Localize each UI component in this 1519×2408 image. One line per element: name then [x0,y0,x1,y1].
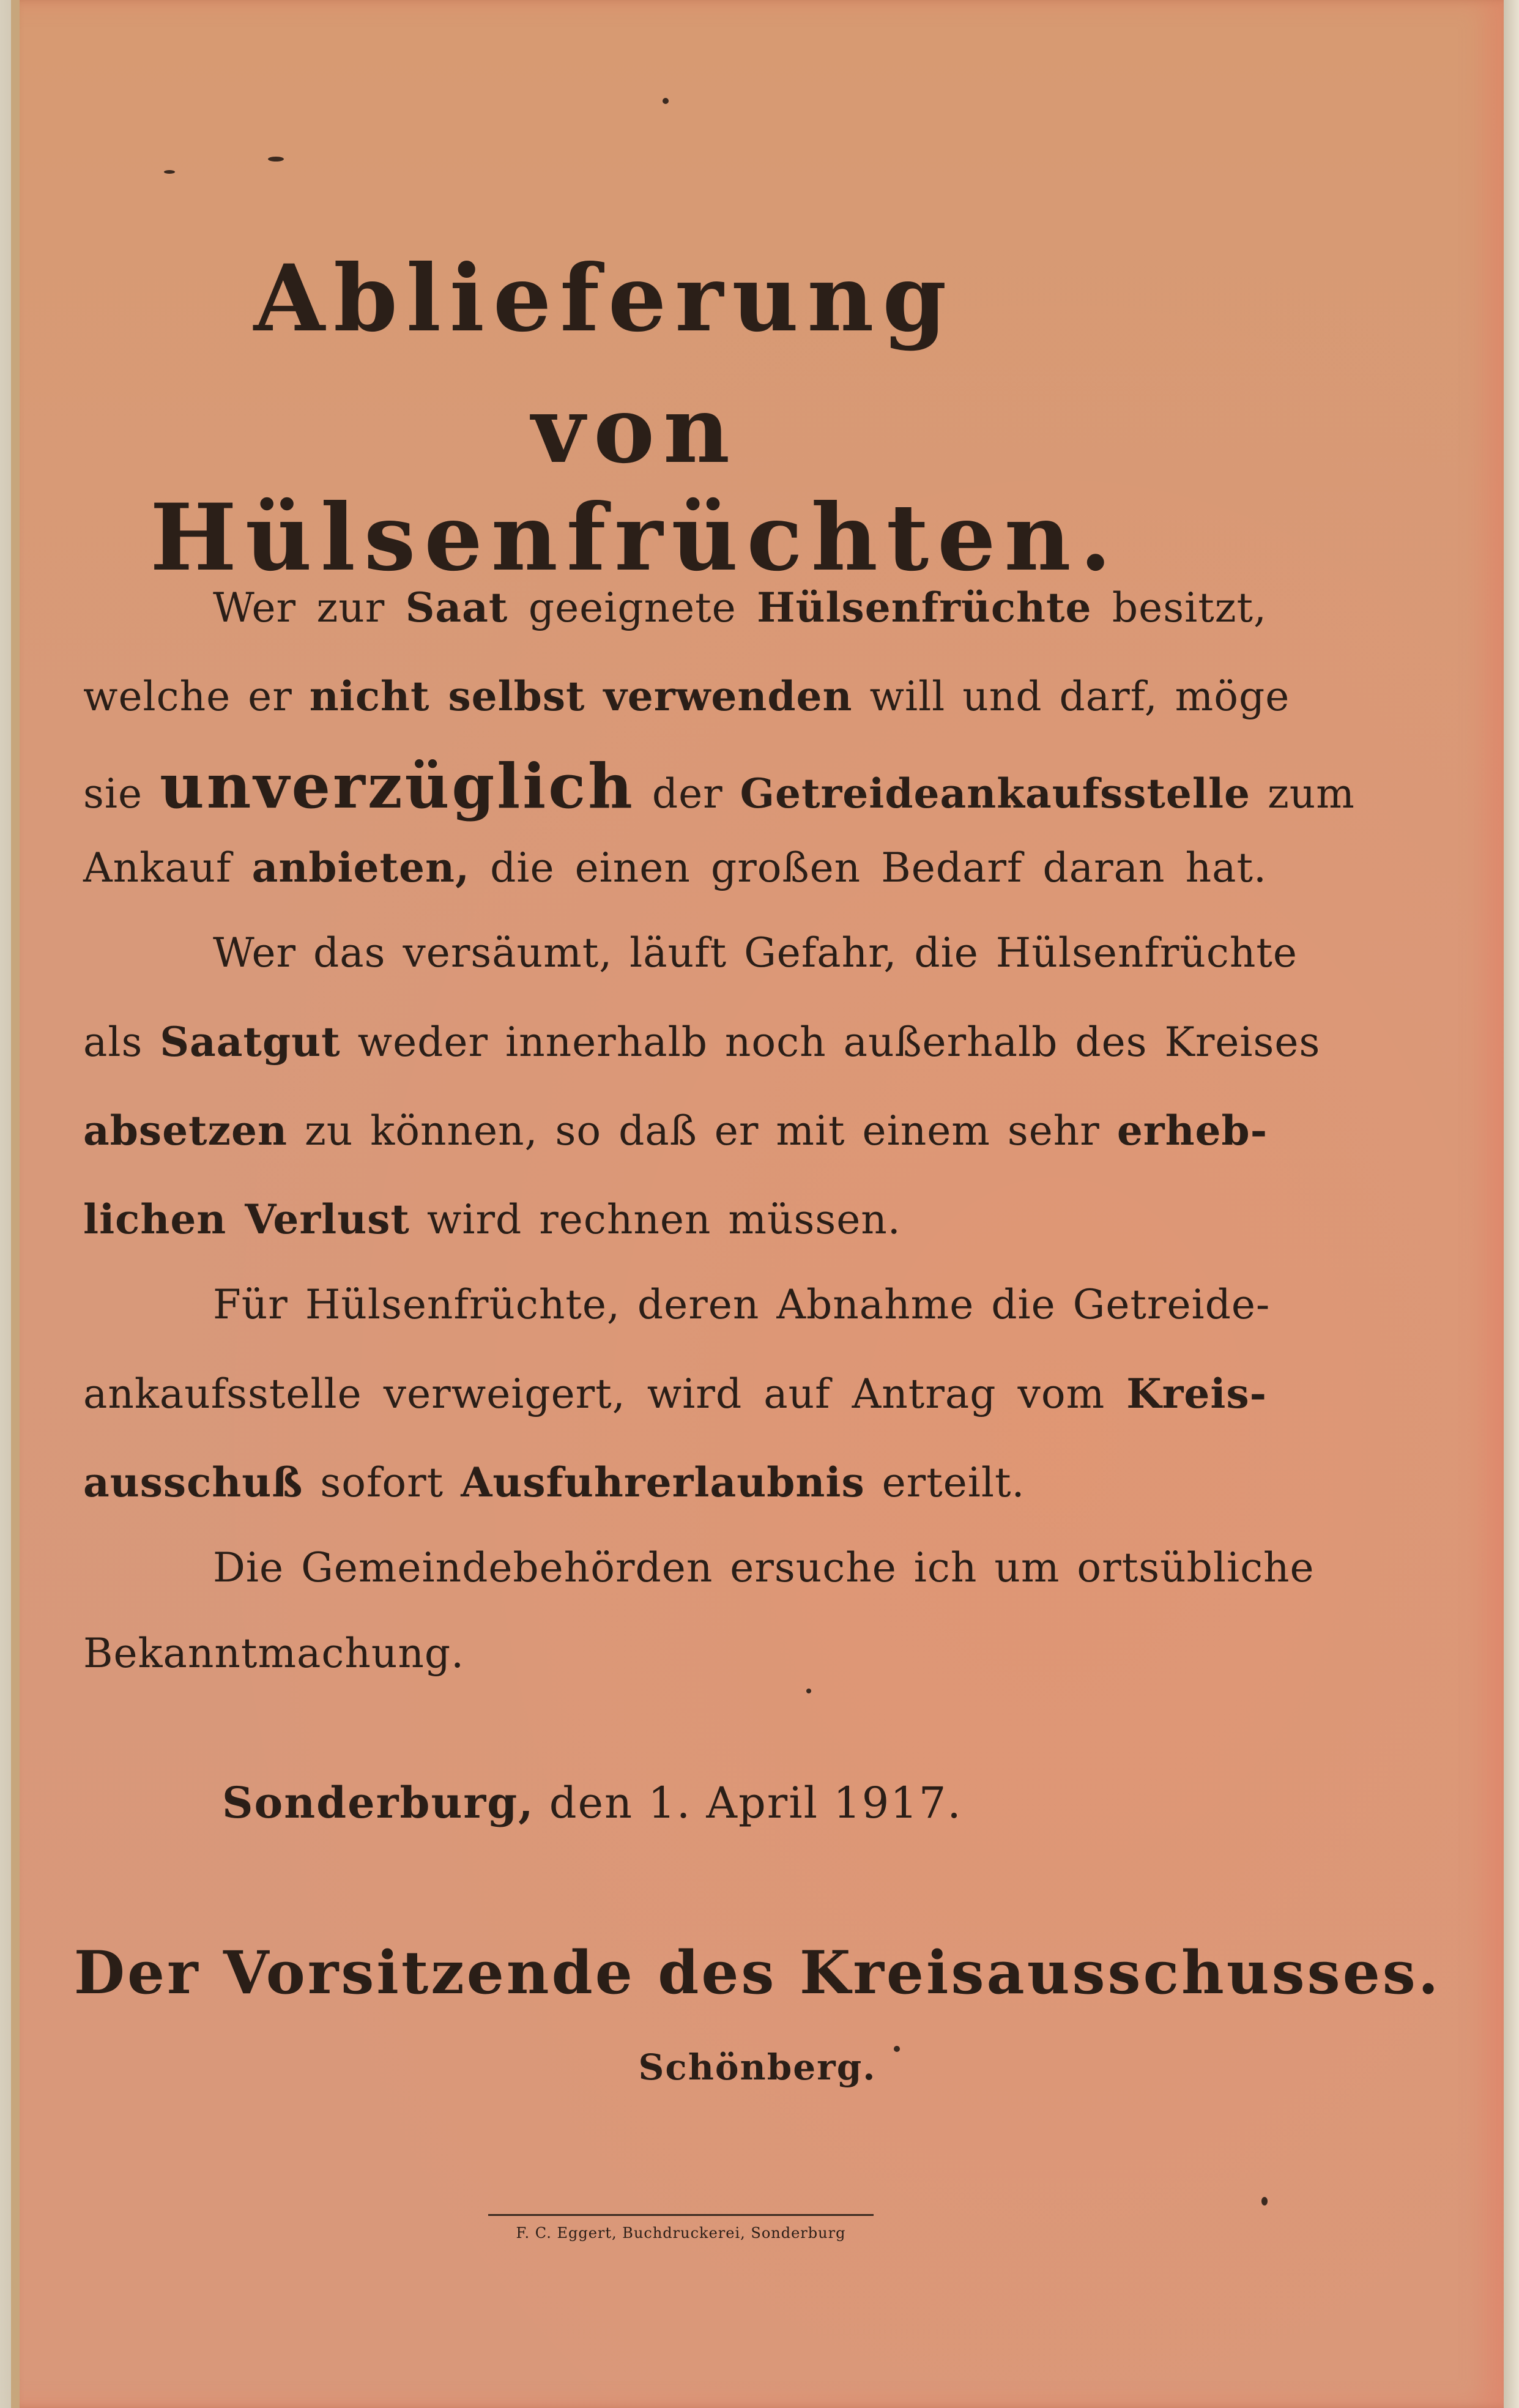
paragraph-2-line-4 [83,1195,1267,1243]
emphasis-absetzen: absetzen [83,1107,288,1154]
signatory-name: Schönberg. [638,2046,877,2088]
emphasis-huelsenfruechte: Hülsenfrüchte [757,584,1092,631]
paragraph-1-line-2 [83,672,1290,720]
emphasis-unverzueglich: unverzüglich [160,750,635,822]
signatory-title: Der Vorsitzende des Kreisausschusses. [73,1938,1441,2007]
paragraph-1-line-1 [213,584,1267,631]
text-run: besitzt, [1091,584,1267,631]
text-run: Wer zur [213,584,406,631]
place-name: Sonderburg, [222,1777,535,1828]
text-run: der [634,770,740,817]
paragraph-1-line-4 [83,844,1267,891]
emphasis-nicht-selbst-verwenden: nicht selbst verwenden [309,672,853,720]
emphasis-saatgut: Saatgut [160,1018,341,1066]
paragraph-3-line-3 [83,1459,1267,1506]
paper-speck [663,98,669,104]
paper-speck [268,157,284,162]
paragraph-3-line-2 [83,1370,1267,1418]
text-run: ankaufsstelle verweigert, wird auf Antrag vom [83,1370,1127,1418]
paragraph-2-line-2 [83,1018,1321,1066]
paper-speck [806,1689,811,1693]
text-run: welche er [83,673,310,720]
imprint-rule [488,2214,874,2216]
emphasis-ausfuhrerlaubnis: Ausfuhrerlaubnis [461,1459,865,1506]
paragraph-1-line-3 [83,750,1355,822]
text-run: weder innerhalb noch außerhalb des Kreises [340,1019,1321,1066]
text-run: erteilt. [864,1459,1025,1506]
paragraph-3-line-1: Für Hülsenfrüchte, deren Abnahme die Getreide- [213,1281,1271,1328]
date-text: den 1. April 1917. [534,1778,962,1828]
text-run: die einen großen Bedarf daran hat. [469,844,1267,891]
paragraph-4-line-1: Die Gemeindebehörden ersuche ich um ortsübliche [213,1544,1315,1591]
emphasis-anbieten: anbieten, [251,844,470,891]
paper-speck [1261,2197,1268,2205]
place-and-date [222,1777,962,1828]
paragraph-4-line-2: Bekanntmachung. [83,1630,465,1677]
printer-imprint: F. C. Eggert, Buchdruckerei, Sonderburg [516,2224,846,2242]
text-run: wird rechnen müssen. [409,1196,901,1243]
text-run: zum [1250,770,1355,817]
text-run: sofort [303,1459,461,1506]
emphasis-saat: Saat [405,584,508,631]
emphasis-lichen-verlust: lichen Verlust [83,1195,410,1243]
poster-sheet [11,0,1504,2408]
emphasis-getreideankaufsstelle: Getreideankaufsstelle [740,770,1251,817]
poster-title-line-1: Ablieferung [253,245,956,352]
emphasis-ausschuss: ausschuß [83,1459,303,1506]
paragraph-2-line-1: Wer das versäumt, läuft Gefahr, die Hülsenfrüchte [213,929,1298,976]
emphasis-kreis: Kreis- [1126,1370,1267,1418]
paper-speck [894,2046,900,2052]
paper-speck [164,170,175,174]
text-run: geeignete [508,584,757,631]
text-run: will und darf, möge [852,673,1290,720]
emphasis-erheb: erheb- [1116,1107,1268,1154]
poster-title-line-2: von Hülsenfrüchten. [150,376,1120,592]
text-run: zu können, so daß er mit einem sehr [288,1107,1117,1154]
paragraph-2-line-3 [83,1107,1268,1154]
text-run: als [83,1019,160,1066]
text-run: sie [83,770,160,817]
text-run: Ankauf [83,844,252,891]
